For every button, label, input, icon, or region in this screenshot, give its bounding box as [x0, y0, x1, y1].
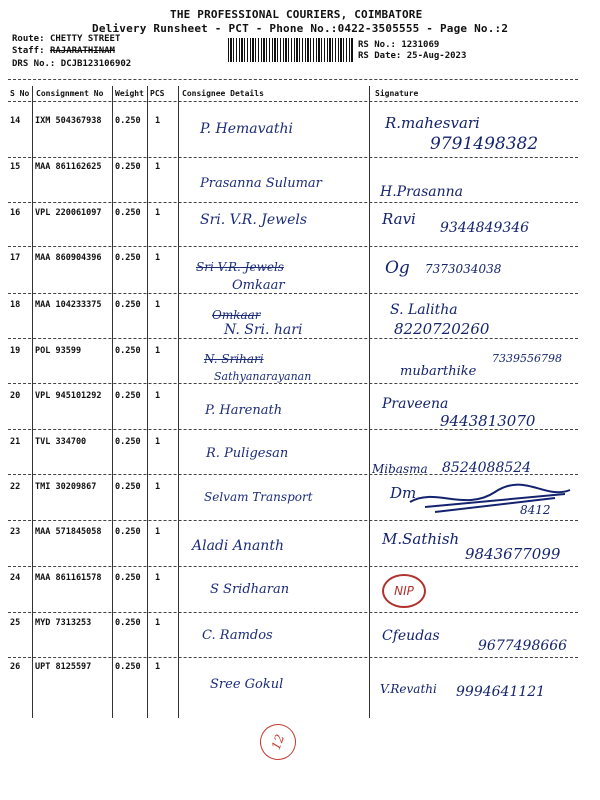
- row-consignment-no: POL 93599: [35, 346, 82, 356]
- row-weight: 0.250: [115, 253, 141, 263]
- row-consignee-struck: N. Srihari: [204, 352, 264, 366]
- row-weight: 0.250: [115, 662, 141, 672]
- row-weight: 0.250: [115, 116, 141, 126]
- row-signature: R.mahesvari: [385, 114, 480, 132]
- row-sno: 14: [10, 116, 21, 126]
- row-sno: 16: [10, 208, 21, 218]
- row-sno: 18: [10, 300, 21, 310]
- runsheet-subtitle: Delivery Runsheet - PCT - Phone No.:0422-3505555 - Page No.:2: [92, 22, 509, 35]
- row-pcs: 1: [155, 391, 161, 401]
- barcode-image: [228, 38, 354, 62]
- row-divider: [8, 566, 578, 567]
- row-consignee-struck: Omkaar: [212, 308, 261, 322]
- row-weight: 0.250: [115, 208, 141, 218]
- row-consignee: P. Hemavathi: [200, 121, 293, 137]
- row-consignee: Selvam Transport: [204, 490, 313, 504]
- col-consignment: Consignment No: [36, 89, 104, 98]
- col-weight: Weight: [115, 89, 144, 98]
- row-phone: 9443813070: [440, 412, 536, 430]
- row-signature: Ravi: [382, 210, 416, 228]
- row-consignment-no: VPL 220061097: [35, 208, 102, 218]
- row-consignee-line2: N. Sri. hari: [224, 322, 303, 338]
- col-divider: [369, 86, 370, 718]
- row-divider: [8, 246, 578, 247]
- row-consignment-no: MAA 861161578: [35, 573, 102, 583]
- row-consignee: Sri. V.R. Jewels: [200, 212, 308, 228]
- route-label: Route:: [12, 34, 45, 44]
- drs-label: DRS No.:: [12, 59, 56, 69]
- row-pcs: 1: [155, 253, 161, 263]
- row-pcs: 1: [155, 116, 161, 126]
- row-consignee: Sree Gokul: [210, 677, 284, 692]
- row-signature: V.Revathi: [380, 682, 437, 696]
- staff-line: [12, 46, 115, 56]
- row-sno: 26: [10, 662, 21, 672]
- row-divider: [8, 293, 578, 294]
- row-consignee: C. Ramdos: [202, 628, 273, 643]
- row-phone: 9344849346: [440, 220, 530, 236]
- row-signature: Og: [385, 258, 410, 278]
- row-phone: 8220720260: [394, 320, 490, 338]
- row-pcs: 1: [155, 346, 161, 356]
- row-sno: 22: [10, 482, 21, 492]
- company-title: THE PROFESSIONAL COURIERS, COIMBATORE: [170, 8, 423, 21]
- row-signature: mubarthike: [400, 364, 477, 379]
- row-consignment-no: MYD 7313253: [35, 618, 92, 628]
- row-phone: 7339556798: [492, 352, 562, 365]
- row-signature: Mibasma: [372, 462, 428, 476]
- row-sno: 24: [10, 573, 21, 583]
- route-line: [12, 34, 120, 44]
- row-weight: 0.250: [115, 482, 141, 492]
- header-bottom-divider: [8, 101, 578, 102]
- row-phone: 8412: [520, 503, 551, 517]
- row-weight: 0.250: [115, 437, 141, 447]
- row-signature: S. Lalitha: [390, 302, 458, 318]
- route-value: CHETTY STREET: [49, 34, 121, 44]
- col-divider: [112, 86, 113, 718]
- row-consignment-no: MAA 104233375: [35, 300, 102, 310]
- row-pcs: 1: [155, 618, 161, 628]
- row-divider: [8, 657, 578, 658]
- row-pcs: 1: [155, 527, 161, 537]
- col-divider: [32, 86, 33, 718]
- row-consignment-no: MAA 860904396: [35, 253, 102, 263]
- row-signature: Dm: [390, 484, 417, 502]
- staff-value: RAJARATHINAM: [49, 46, 115, 56]
- row-pcs: 1: [155, 300, 161, 310]
- row-consignment-no: IXM 504367938: [35, 116, 102, 126]
- row-consignment-no: TMI 30209867: [35, 482, 97, 492]
- row-divider: [8, 202, 578, 203]
- row-pcs: 1: [155, 662, 161, 672]
- row-weight: 0.250: [115, 618, 141, 628]
- row-weight: 0.250: [115, 391, 141, 401]
- row-divider: [8, 157, 578, 158]
- row-pcs: 1: [155, 208, 161, 218]
- row-divider: [8, 474, 578, 475]
- drs-value: DCJB123106902: [60, 59, 132, 69]
- row-divider: [8, 429, 578, 430]
- row-consignment-no: UPT 8125597: [35, 662, 92, 672]
- header-top-divider: [8, 79, 578, 80]
- col-divider: [178, 86, 179, 718]
- row-sno: 25: [10, 618, 21, 628]
- row-weight: 0.250: [115, 527, 141, 537]
- staff-label: Staff:: [12, 46, 45, 56]
- row-sno: 23: [10, 527, 21, 537]
- row-consignment-no: TVL 334700: [35, 437, 87, 447]
- row-consignment-no: MAA 571845058: [35, 527, 102, 537]
- row-signature: H.Prasanna: [380, 184, 464, 200]
- row-consignment-no: VPL 945101292: [35, 391, 102, 401]
- row-consignee-line2: Sathyanarayanan: [214, 370, 312, 383]
- row-pcs: 1: [155, 573, 161, 583]
- row-phone: 9994641121: [456, 684, 546, 700]
- rs-date: RS Date: 25-Aug-2023: [358, 51, 467, 61]
- row-consignee: S Sridharan: [210, 582, 290, 597]
- col-pcs: PCS: [150, 89, 165, 98]
- row-weight: 0.250: [115, 300, 141, 310]
- row-signature: Praveena: [382, 396, 449, 412]
- row-phone: 9791498382: [430, 134, 539, 154]
- row-sno: 17: [10, 253, 21, 263]
- row-sno: 21: [10, 437, 21, 447]
- row-consignment-no: MAA 861162625: [35, 162, 102, 172]
- row-divider: [8, 520, 578, 521]
- col-signature: Signature: [375, 89, 419, 98]
- row-pcs: 1: [155, 437, 161, 447]
- row-consignee-line2: Omkaar: [232, 278, 285, 293]
- row-divider: [8, 612, 578, 613]
- row-sno: 15: [10, 162, 21, 172]
- row-phone: 9843677099: [465, 545, 561, 563]
- col-sno: S No: [10, 89, 30, 98]
- col-consignee: Consignee Details: [182, 89, 264, 98]
- row-weight: 0.250: [115, 573, 141, 583]
- row-pcs: 1: [155, 482, 161, 492]
- row-consignee: P. Harenath: [205, 403, 283, 418]
- row-weight: 0.250: [115, 162, 141, 172]
- row-divider: [8, 383, 578, 384]
- row-sno: 19: [10, 346, 21, 356]
- nip-stamp: NIP: [382, 574, 426, 608]
- row-consignee: R. Puligesan: [206, 446, 289, 461]
- page-count-mark: 12: [255, 719, 301, 765]
- col-divider: [147, 86, 148, 718]
- row-pcs: 1: [155, 162, 161, 172]
- row-signature: Cfeudas: [382, 628, 440, 644]
- row-consignee: Aladi Ananth: [192, 538, 284, 554]
- row-weight: 0.250: [115, 346, 141, 356]
- row-sno: 20: [10, 391, 21, 401]
- row-divider: [8, 338, 578, 339]
- row-phone: 7373034038: [425, 262, 502, 276]
- row-phone: 9677498666: [478, 638, 568, 654]
- row-phone: 8524088524: [442, 460, 532, 476]
- row-consignee-struck: Sri V.R. Jewels: [196, 260, 284, 274]
- row-signature: M.Sathish: [382, 530, 460, 548]
- row-consignee: Prasanna Sulumar: [200, 176, 322, 191]
- drs-line: [12, 59, 131, 69]
- rs-number: RS No.: 1231069: [358, 40, 440, 50]
